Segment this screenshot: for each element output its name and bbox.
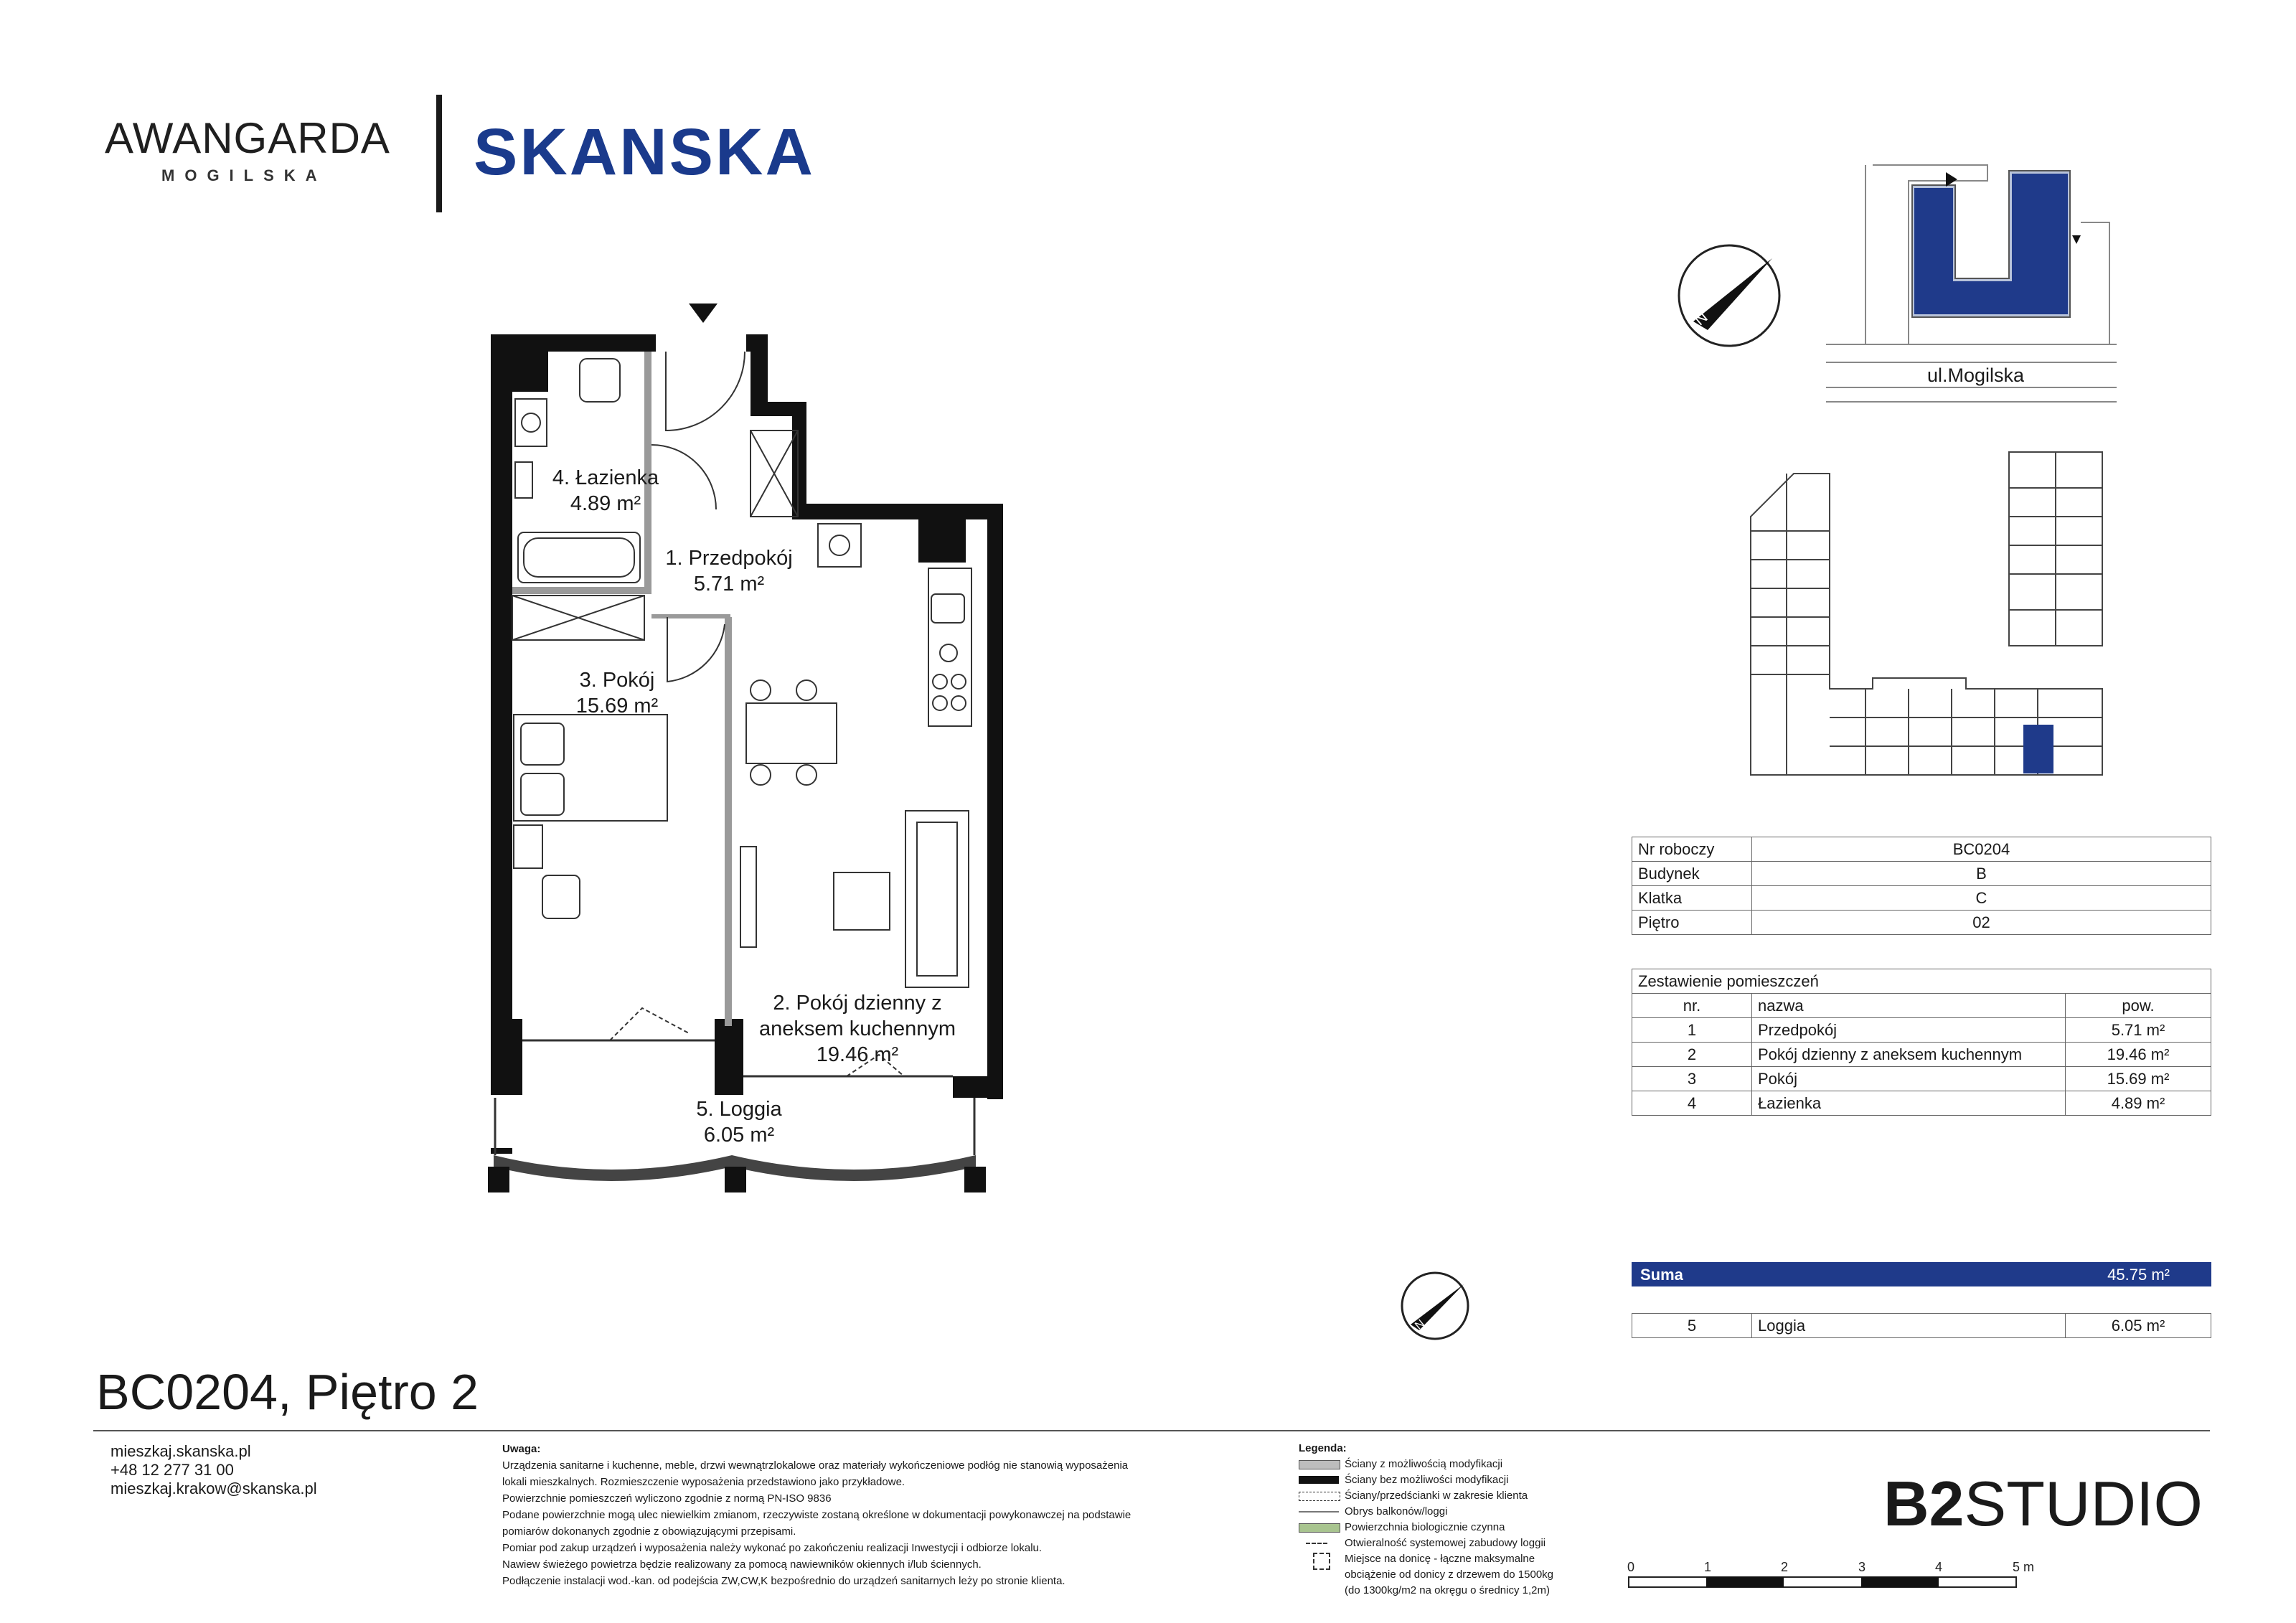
sum-label: Suma — [1640, 1266, 1683, 1284]
svg-text:5 m: 5 m — [2013, 1560, 2035, 1574]
brand-logo-awangarda: AWANGARDA — [105, 114, 390, 162]
svg-text:N: N — [1413, 1317, 1427, 1332]
contact-email[interactable]: mieszkaj.krakow@skanska.pl — [110, 1479, 317, 1497]
table-row: Piętro 02 — [1632, 911, 2211, 935]
sofa — [740, 811, 969, 987]
legend-item: Obrys balkonów/loggi — [1299, 1504, 1553, 1520]
page-title: BC0204, Piętro 2 — [96, 1364, 479, 1420]
brand-logo-sub: MOGILSKA — [161, 166, 327, 184]
entrance-arrow-icon — [689, 304, 718, 323]
svg-text:3: 3 — [1858, 1560, 1866, 1574]
table-row: 5 Loggia 6.05 m² — [1632, 1314, 2211, 1338]
sum-value: 45.75 m² — [2107, 1266, 2170, 1284]
legend-heading: Legenda: — [1299, 1442, 1347, 1454]
svg-text:4: 4 — [1935, 1560, 1943, 1574]
table-row: 2 Pokój dzienny z aneksem kuchennym 19.46 m² — [1632, 1043, 2211, 1067]
street-name: ul.Mogilska — [1927, 364, 2025, 386]
room-label-living: 2. Pokój dzienny z aneksem kuchennym 19.46 m² — [758, 992, 956, 1066]
table-row: 4 Łazienka 4.89 m² — [1632, 1091, 2211, 1116]
note-line: lokali mieszkalnych. Rozmieszczenie wyposażenia przedstawiono jako przykładowe. — [502, 1476, 905, 1488]
legend-item: obciążenie od donicy z drzewem do 1500kg — [1345, 1568, 1554, 1581]
legend-item: Miejsce na donicę - łączne maksymalne — [1299, 1551, 1553, 1567]
legend — [1299, 1441, 1553, 1599]
svg-text:2: 2 — [1781, 1560, 1789, 1574]
svg-text:1: 1 — [1704, 1560, 1712, 1574]
footer-divider — [93, 1430, 2210, 1431]
room-label-hall: 1. Przedpokój 5.71 m² — [665, 547, 793, 596]
note-line: Powierzchnie pomieszczeń wyliczono zgodnie z normą PN-ISO 9836 — [502, 1492, 832, 1505]
table-row: 1 Przedpokój 5.71 m² — [1632, 1018, 2211, 1043]
apartment-info-table — [1632, 837, 2211, 935]
table-row: Budynek B — [1632, 862, 2211, 886]
note-line: Urządzenia sanitarne i kuchenne, meble, drzwi wewnątrzlokalowe oraz materiały wykończeniowe podłóg nie stanowią wyposażenia — [502, 1459, 1129, 1472]
logo-divider — [436, 95, 442, 212]
svg-text:0: 0 — [1627, 1560, 1635, 1574]
legend-item: Ściany bez możliwości modyfikacji — [1299, 1472, 1553, 1488]
loggia-table — [1632, 1313, 2211, 1338]
contact-website[interactable]: mieszkaj.skanska.pl — [110, 1442, 251, 1460]
table-row: 3 Pokój 15.69 m² — [1632, 1067, 2211, 1091]
rooms-table — [1632, 969, 2211, 1116]
room-label-loggia: 5. Loggia 6.05 m² — [696, 1098, 782, 1147]
bedroom-furniture — [514, 715, 667, 918]
dining-set — [746, 680, 837, 785]
contact-phone[interactable]: +48 12 277 31 00 — [110, 1461, 234, 1479]
note-line: pomiarów dokonanych zgodnie z obowiązującymi przepisami. — [502, 1525, 796, 1538]
apartment-highlight — [2023, 725, 2053, 773]
legend-item: Ściany/przedścianki w zakresie klienta — [1299, 1488, 1553, 1504]
note-line: Nawiew świeżego powietrza będzie realizowany za pomocą nawiewników okiennych i/lub ściennych. — [502, 1558, 982, 1571]
legend-item: Ściany z możliwością modyfikacji — [1299, 1457, 1553, 1472]
compass-icon — [1679, 245, 1779, 346]
note-line: Pomiar pod zakup urządzeń i wyposażenia należy wykonać po zakończeniu realizacji Inwestycji i odbiorze lokalu. — [502, 1542, 1043, 1554]
table-row: Klatka C — [1632, 886, 2211, 911]
compass-bottom-icon — [1399, 1270, 1471, 1342]
room-label-room: 3. Pokój 15.69 m² — [575, 669, 659, 718]
svg-text:N: N — [1690, 307, 1711, 329]
legend-item: (do 1300kg/m2 na okręgu o średnicy 1,2m) — [1345, 1584, 1550, 1596]
table-header-row: nr. nazwa pow. — [1632, 994, 2211, 1018]
site-plan — [1650, 158, 2210, 804]
developer-logo: SKANSKA — [474, 116, 815, 189]
studio-logo: B2STUDIO — [1883, 1468, 2203, 1539]
rooms-table-caption: Zestawienie pomieszczeń — [1632, 969, 2211, 994]
notes-heading: Uwaga: — [502, 1443, 541, 1455]
room-label-bathroom: 4. Łazienka 4.89 m² — [552, 466, 659, 515]
floor-plan — [459, 287, 1004, 1234]
sum-bar — [1632, 1262, 2211, 1286]
table-row: Nr roboczy BC0204 — [1632, 837, 2211, 862]
scale-bar — [1622, 1557, 2052, 1600]
notes-block — [502, 1441, 1213, 1589]
note-line: Podłączenie instalacji wod.-kan. od podejścia ZW,CW,K bezpośrednio do urządzeń sanitarnych leży po stronie klienta. — [502, 1575, 1065, 1587]
legend-item: Powierzchnia biologicznie czynna — [1299, 1520, 1553, 1535]
contact-block — [110, 1442, 317, 1498]
note-line: Podane powierzchnie mogą ulec niewielkim zmianom, rzeczywiste zostaną określone w dokumentacji powykonawczej na podstawie — [502, 1509, 1131, 1521]
legend-item: Otwieralność systemowej zabudowy loggii — [1299, 1535, 1553, 1551]
